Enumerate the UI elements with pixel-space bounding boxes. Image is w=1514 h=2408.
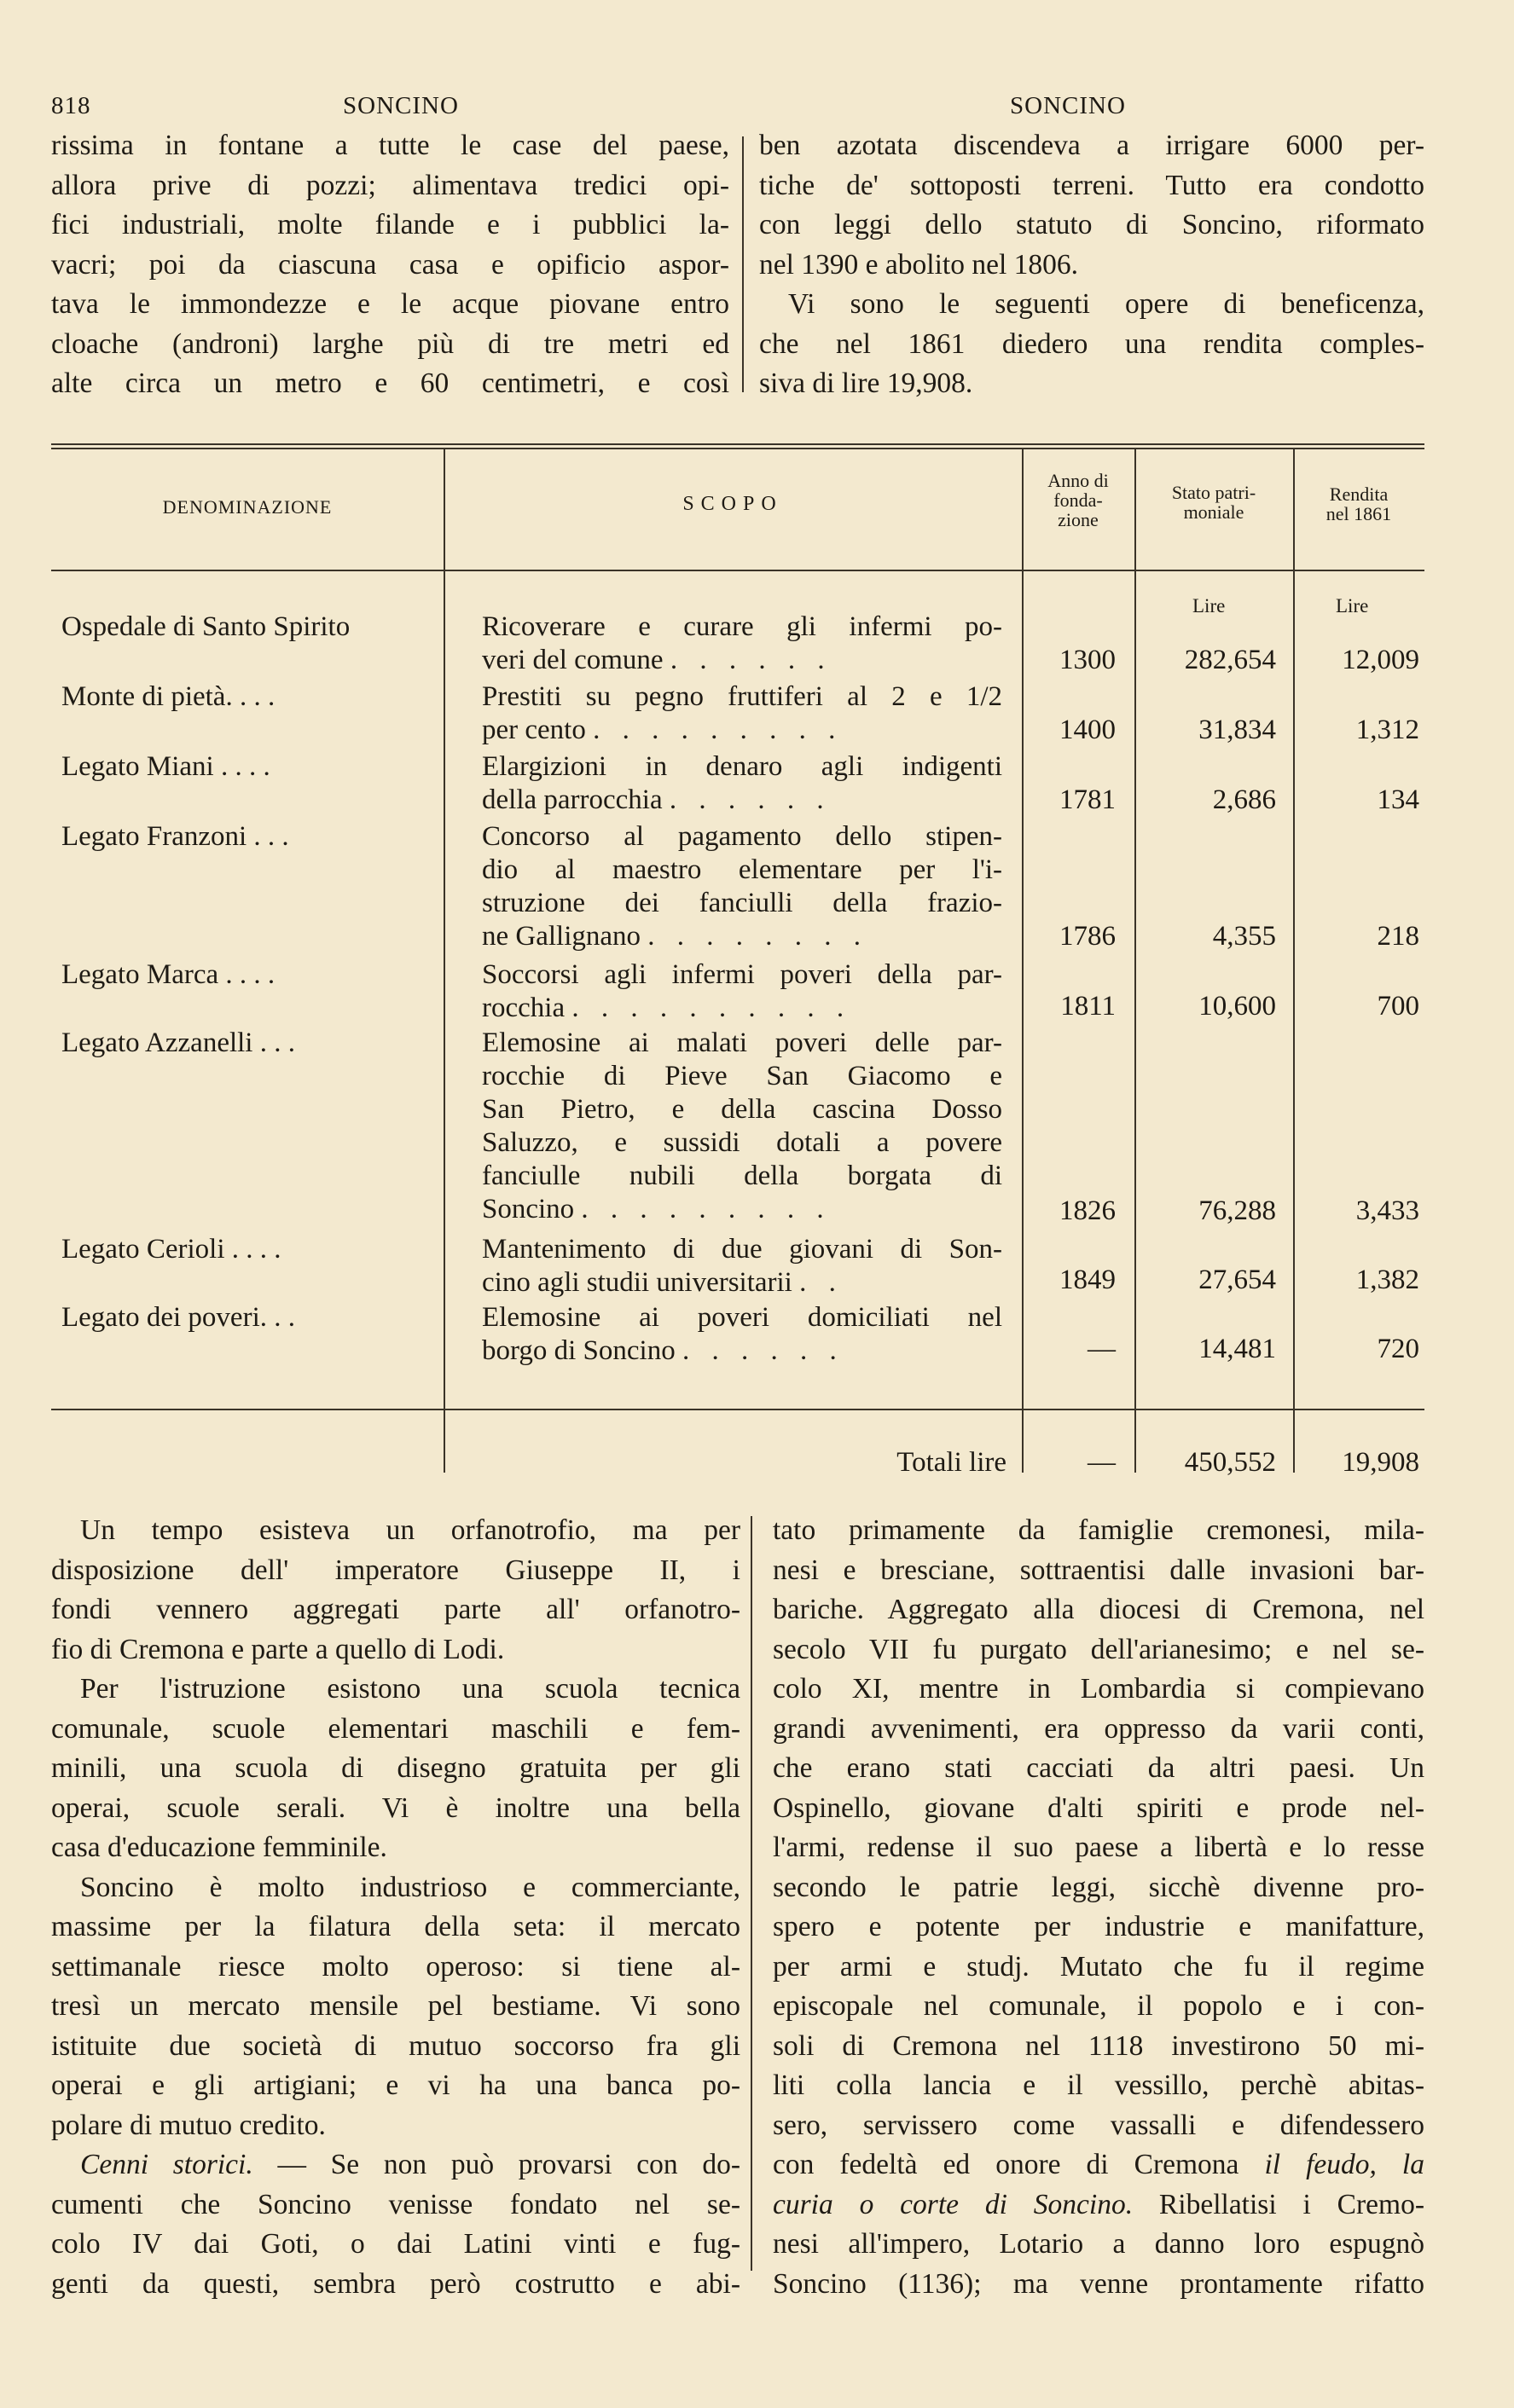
row-anno: 1826 <box>1059 1195 1116 1226</box>
text-line: sero, servissero come vassalli e difendessero <box>773 2109 1424 2141</box>
row-name: Legato Franzoni . . . <box>61 821 289 852</box>
scopo-line <box>482 784 1002 817</box>
row-name: Legato Cerioli . . . . <box>61 1234 281 1265</box>
table-bottom-rule <box>51 1409 1424 1410</box>
header-scopo: SCOPO <box>682 493 783 515</box>
text-line: che nel 1861 diedero una rendita comples- <box>759 327 1424 360</box>
dot-leader: . . <box>799 1267 844 1298</box>
text-line: nesi all'impero, Lotario a danno loro espugnò <box>773 2228 1424 2260</box>
row-anno: 1786 <box>1059 921 1116 952</box>
table-column-rule <box>444 449 445 1473</box>
text-line: minili, una scuola di disegno gratuita per gli <box>51 1752 740 1784</box>
text-run: Ribellatisi i Cremo- <box>1133 2188 1424 2220</box>
totals-stato: 450,552 <box>1184 1447 1276 1478</box>
row-rendita: 1,312 <box>1355 715 1419 745</box>
text-run: — Se non può provarsi con do- <box>252 2149 740 2180</box>
row-stato: 2,686 <box>1212 784 1276 815</box>
text-line: liti colla lancia e il vessillo, perchè abitas- <box>773 2069 1424 2101</box>
scopo-line: Elemosine ai poveri domiciliati nel <box>482 1302 1002 1333</box>
text-line: polare di mutuo credito. <box>51 2109 326 2141</box>
row-stato: 27,654 <box>1198 1265 1276 1295</box>
scopo-text: della parrocchia <box>482 784 663 815</box>
row-scopo <box>482 1301 1002 1368</box>
table-column-rule <box>1022 449 1024 1473</box>
text-line <box>51 2145 740 2185</box>
row-name: Legato Miani . . . . <box>61 751 270 782</box>
scopo-text: Soncino <box>482 1194 575 1224</box>
text-line: rissima in fontane a tutte le case del paese, <box>51 130 729 161</box>
row-stato: 4,355 <box>1212 921 1276 952</box>
scopo-line <box>482 714 1002 747</box>
header-text: moniale <box>1183 501 1244 523</box>
text-line: Soncino è molto industrioso e commerciante, <box>80 1871 740 1903</box>
bottom-right-column <box>773 1511 1424 2304</box>
text-line: cumenti che Soncino venisse fondato nel se- <box>51 2188 740 2220</box>
scopo-line <box>482 1266 1002 1300</box>
table-column-rule <box>1134 449 1136 1473</box>
text-line: colo IV dai Goti, o dai Latini vinti e fug- <box>51 2228 740 2260</box>
text-line: allora prive di pozzi; alimentava tredici opi- <box>51 169 729 201</box>
dot-leader: . . . . . . <box>669 784 832 815</box>
row-stato: 31,834 <box>1198 715 1276 745</box>
text-line: nesi e bresciane, sottraentisi dalle invasioni bar- <box>773 1554 1424 1586</box>
page-number: 818 <box>51 92 91 119</box>
text-line: secondo le patrie leggi, sicchè divenne pro- <box>773 1871 1424 1903</box>
text-line: secolo VII fu purgato dell'arianesimo; e nel se- <box>773 1633 1424 1665</box>
row-name: Monte di pietà. . . . <box>61 681 276 712</box>
table-header-rule <box>51 570 1424 571</box>
text-line: per armi e studj. Mutato che fu il regime <box>773 1950 1424 1983</box>
scopo-line: rocchie di Pieve San Giacomo e <box>482 1061 1002 1091</box>
scopo-line: Concorso al pagamento dello stipen- <box>482 821 1002 852</box>
top-right-column <box>759 126 1424 404</box>
text-run: con fedeltà ed onore di Cremona <box>773 2149 1265 2180</box>
row-name: Legato Azzanelli . . . <box>61 1027 295 1058</box>
row-anno: 1811 <box>1060 991 1116 1022</box>
text-line: disposizione dell' imperatore Giuseppe II, i <box>51 1554 740 1586</box>
dot-leader: . . . . . . . . . . <box>571 993 852 1023</box>
text-line: Per l'istruzione esistono una scuola tecnica <box>80 1673 740 1705</box>
scopo-line <box>482 920 1002 953</box>
row-name: Ospedale di Santo Spirito <box>61 611 351 642</box>
text-line: episcopale nel comunale, il popolo e i con- <box>773 1990 1424 2022</box>
text-line: casa d'educazione femminile. <box>51 1832 387 1863</box>
row-name: Legato Marca . . . . <box>61 959 276 990</box>
scopo-text: ne Gallignano <box>482 921 641 952</box>
scopo-line <box>482 1193 1002 1226</box>
header-text: zione <box>1058 509 1099 530</box>
text-line: tava le immondezze e le acque piovane entro <box>51 288 729 320</box>
row-scopo <box>482 820 1002 953</box>
text-line: siva di lire 19,908. <box>759 368 973 399</box>
italic-run: il feudo, la <box>1264 2149 1424 2180</box>
table-top-rule <box>51 443 1424 445</box>
row-scopo <box>482 1027 1002 1226</box>
scopo-text: veri del comune <box>482 645 664 675</box>
text-line: colo XI, mentre in Lombardia si compievano <box>773 1673 1424 1705</box>
text-line: vacri; poi da ciascuna casa e opificio aspor- <box>51 248 729 281</box>
row-scopo <box>482 680 1002 747</box>
scopo-line <box>482 1334 1002 1368</box>
header-stato <box>1134 483 1293 522</box>
scopo-line: Saluzzo, e sussidi dotali a povere <box>482 1127 1002 1158</box>
text-line <box>773 2145 1424 2185</box>
text-line: Vi sono le seguenti opere di beneficenza, <box>788 288 1424 320</box>
scopo-text: cino agli studii universitarii <box>482 1267 792 1298</box>
row-rendita: 1,382 <box>1355 1265 1419 1295</box>
dot-leader: . . . . . . . . . <box>581 1194 832 1224</box>
header-text: fonda- <box>1053 489 1103 511</box>
italic-run: curia o corte di Soncino. <box>773 2188 1134 2220</box>
row-stato: 10,600 <box>1198 991 1276 1022</box>
text-line: comunale, scuole elementari maschili e fem- <box>51 1712 740 1745</box>
row-anno: 1781 <box>1059 784 1116 815</box>
text-line: fondi vennero aggregati parte all' orfanotro- <box>51 1594 740 1625</box>
scopo-line <box>482 992 1002 1025</box>
column-divider <box>742 136 744 392</box>
text-line: bariche. Aggregato alla diocesi di Cremona, nel <box>773 1594 1424 1625</box>
text-line: tiche de' sottoposti terreni. Tutto era condotto <box>759 169 1424 201</box>
text-line: Un tempo esisteva un orfanotrofio, ma per <box>80 1514 740 1546</box>
scopo-line: dio al maestro elementare per l'i- <box>482 854 1002 885</box>
row-scopo <box>482 958 1002 1025</box>
running-title-right: SONCINO <box>1010 92 1126 119</box>
scopo-line: Elemosine ai malati poveri delle par- <box>482 1027 1002 1058</box>
dot-leader: . . . . . . <box>670 645 832 675</box>
text-line: con leggi dello statuto di Soncino, riformato <box>759 209 1424 240</box>
scopo-text: per cento <box>482 715 586 745</box>
header-text: Stato patri- <box>1171 482 1256 503</box>
table-top-rule <box>51 448 1424 449</box>
dot-leader: . . . . . . . . . <box>593 715 844 745</box>
top-left-column <box>51 126 729 404</box>
row-scopo <box>482 1233 1002 1300</box>
row-rendita: 218 <box>1377 921 1419 952</box>
header-text: nel 1861 <box>1325 503 1392 524</box>
scopo-line: Mantenimento di due giovani di Son- <box>482 1234 1002 1265</box>
scopo-line: San Pietro, e della cascina Dosso <box>482 1094 1002 1125</box>
row-stato: 76,288 <box>1198 1195 1276 1226</box>
row-rendita: 134 <box>1377 784 1419 815</box>
text-line: istituite due società di mutuo soccorso fra gli <box>51 2029 740 2062</box>
header-text: Rendita <box>1329 483 1389 505</box>
row-anno: 1300 <box>1059 645 1116 675</box>
row-rendita: 720 <box>1377 1334 1419 1364</box>
text-line: Ospinello, giovane d'alti spiriti e prode nel- <box>773 1792 1424 1824</box>
dot-leader: . . . . . . <box>682 1335 844 1366</box>
totals-label: Totali lire <box>896 1447 1006 1478</box>
header-rendita <box>1293 484 1424 524</box>
scopo-text: rocchia <box>482 993 566 1023</box>
scopo-line: fanciulle nubili della borgata di <box>482 1161 1002 1191</box>
scopo-line: Elargizioni in denaro agli indigenti <box>482 751 1002 782</box>
dot-leader: . . . . . . . . <box>647 921 869 952</box>
text-line: genti da questi, sembra però costrutto e abi- <box>51 2267 740 2300</box>
text-line: operai, scuole serali. Vi è inoltre una bella <box>51 1792 740 1824</box>
row-stato: 14,481 <box>1198 1334 1276 1364</box>
row-rendita: 3,433 <box>1355 1195 1419 1226</box>
header-text: Anno di <box>1047 470 1109 491</box>
text-line: massime per la filatura della seta: il mercato <box>51 1911 740 1942</box>
text-line: nel 1390 e abolito nel 1806. <box>759 248 1079 281</box>
bottom-left-column <box>51 1511 740 2304</box>
column-divider <box>751 1516 752 2271</box>
scopo-line: struzione dei fanciulli della frazio- <box>482 888 1002 918</box>
text-line: ben azotata discendeva a irrigare 6000 per- <box>759 130 1424 161</box>
scopo-text: borgo di Soncino <box>482 1335 676 1366</box>
header-anno <box>1022 471 1134 530</box>
text-line: settimanale riesce molto operoso: si tiene al- <box>51 1950 740 1983</box>
row-anno: — <box>1088 1334 1116 1364</box>
section-heading-italic: Cenni storici. <box>80 2149 253 2180</box>
scopo-line: Prestiti su pegno fruttiferi al 2 e 1/2 <box>482 681 1002 712</box>
text-line: grandi avvenimenti, era oppresso da varii conti, <box>773 1712 1424 1745</box>
text-line: tato primamente da famiglie cremonesi, mila- <box>773 1514 1424 1546</box>
unit-rendita: Lire <box>1336 595 1369 616</box>
text-line: Soncino (1136); ma venne prontamente rifatto <box>773 2267 1424 2300</box>
text-line: tresì un mercato mensile pel bestiame. Vi sono <box>51 1990 740 2022</box>
row-anno: 1849 <box>1059 1265 1116 1295</box>
scopo-line: Ricoverare e curare gli infermi po- <box>482 611 1002 642</box>
table-column-rule <box>1293 449 1295 1473</box>
text-line: alte circa un metro e 60 centimetri, e così <box>51 368 729 399</box>
row-anno: 1400 <box>1059 715 1116 745</box>
row-stato: 282,654 <box>1184 645 1276 675</box>
row-rendita: 12,009 <box>1342 645 1419 675</box>
totals-anno: — <box>1088 1447 1116 1478</box>
text-line: spero e potente per industrie e manifatture, <box>773 1911 1424 1942</box>
scopo-line: Soccorsi agli infermi poveri della par- <box>482 959 1002 990</box>
text-line: soli di Cremona nel 1118 investirono 50 mi- <box>773 2029 1424 2062</box>
text-line: operai e gli artigiani; e vi ha una banca po- <box>51 2069 740 2101</box>
text-line: l'armi, redense il suo paese a libertà e lo resse <box>773 1832 1424 1863</box>
unit-stato: Lire <box>1192 595 1226 616</box>
row-scopo <box>482 750 1002 817</box>
text-line: fio di Cremona e parte a quello di Lodi. <box>51 1633 505 1665</box>
row-name: Legato dei poveri. . . <box>61 1302 295 1333</box>
text-line: che erano stati cacciati da altri paesi. Un <box>773 1752 1424 1784</box>
scopo-line <box>482 644 1002 677</box>
running-title-left: SONCINO <box>343 92 459 119</box>
totals-rendita: 19,908 <box>1342 1447 1419 1478</box>
header-denominazione: DENOMINAZIONE <box>162 496 333 518</box>
text-line <box>773 2185 1424 2226</box>
text-line: cloache (androni) larghe più di tre metri ed <box>51 327 729 360</box>
row-rendita: 700 <box>1377 991 1419 1022</box>
text-line: fici industriali, molte filande e i pubblici la- <box>51 209 729 240</box>
row-scopo <box>482 611 1002 677</box>
